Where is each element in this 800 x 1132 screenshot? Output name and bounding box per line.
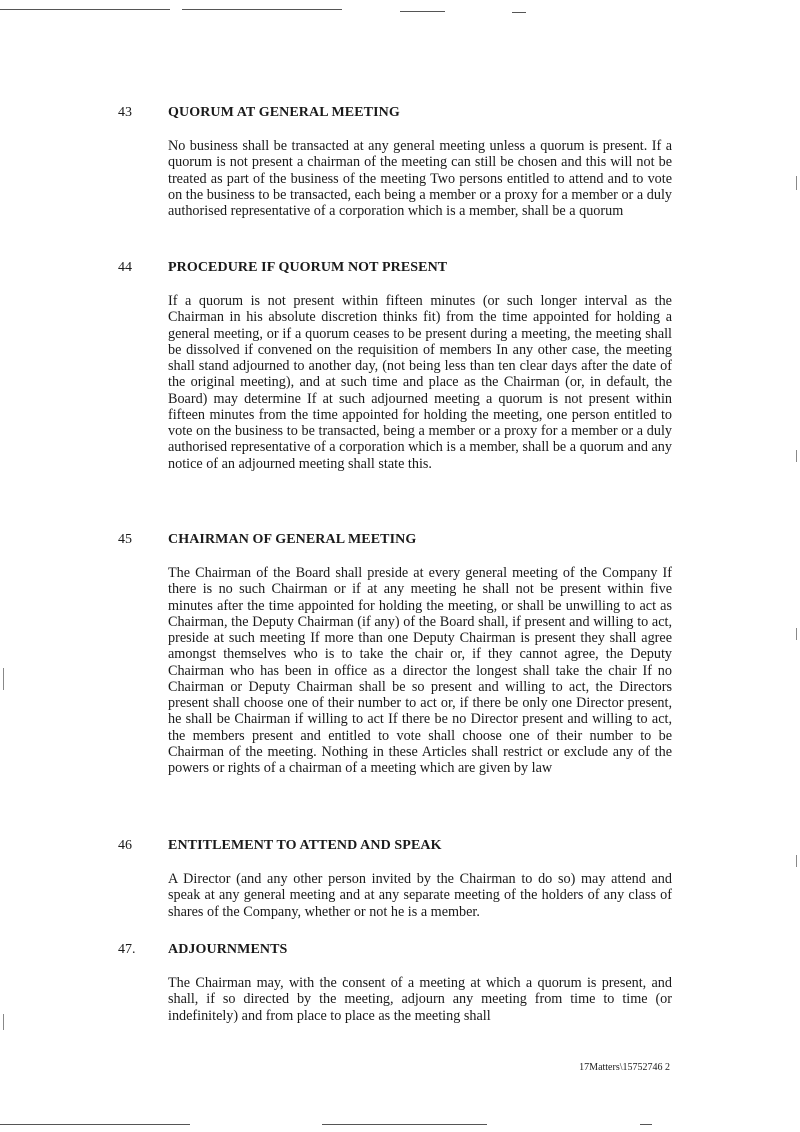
scan-line-bottom [640,1124,652,1125]
section-body: The Chairman of the Board shall preside at every general meeting of the Company If there is no such Chairman or if at any meeting he shall not be present within five minutes after the time appointed for holding the meeting, or shall be unwilling to act as Chairman, the Deputy Chairman (if any) of the Board shall, if present and willing to act, preside at such meeting If more than one Deputy Chairman is present they shall agree amongst themselves who is to take the chair or, if they cannot agree, the Deputy Chairman who has been in office as a director the longest shall take the chair If no Chairman or Deputy Chairman shall be so present and willing to act, the Directors present shall choose one of their number to act or, if there be only one Director present, he shall be Chairman if willing to act If there be no Director present and willing to act, the members present and entitled to vote shall choose one of their number to be Chairman of the meeting. Nothing in these Articles shall restrict or exclude any of the powers or rights of a chairman of a meeting which are given by law [168,565,672,776]
document-reference: 17Matters\15752746 2 [579,1062,670,1073]
scan-line-top [0,9,170,10]
section-body: A Director (and any other person invited by the Chairman to do so) may attend and speak at any general meeting and at any separate meeting of the holders of any class of shares of the Company, whether or not he is a member. [168,871,672,920]
section-number: 46 [118,838,132,853]
section-number: 43 [118,105,132,120]
section-heading: QUORUM AT GENERAL MEETING [168,105,400,120]
scan-mark-left [3,668,4,690]
section-number: 47. [118,942,136,957]
section-heading: ADJOURNMENTS [168,942,288,957]
section-body: No business shall be transacted at any general meeting unless a quorum is present. If a quorum is not present a chairman of the meeting can still be chosen and this will not be treated as part of the business of the meeting Two persons entitled to attend and to vote on the business to be transacted, each being a member or a proxy for a member or a duly authorised representative of a corporation which is a member, shall be a quorum [168,138,672,219]
section-body: The Chairman may, with the consent of a meeting at which a quorum is present, and shall, if so directed by the meeting, adjourn any meeting from time to time (or indefinitely) and from place to place as the meeting shall [168,975,672,1024]
section-body: If a quorum is not present within fifteen minutes (or such longer interval as the Chairman in his absolute discretion thinks fit) from the time appointed for holding a general meeting, or if a quorum ceases to be present during a meeting, the meeting shall be dissolved if convened on the requisition of members In any other case, the meeting shall stand adjourned to another day, (not being less than ten clear days after the date of the original meeting), and at such time and place as the Chairman (or, in default, the Board) may determine If at such adjourned meeting a quorum is not present within fifteen minutes from the time appointed for holding the meeting, one person entitled to vote on the business to be transacted, being a member or a proxy for a member or a duly authorised representative of a corporation which is a member, shall be a quorum and any notice of an adjourned meeting shall state this. [168,293,672,472]
scan-line-top [182,9,342,10]
scan-line-bottom [322,1124,487,1125]
scan-mark-left [3,1014,4,1030]
scan-line-top [400,11,445,12]
scan-mark-right [796,855,797,867]
section-number: 44 [118,260,132,275]
section-heading: CHAIRMAN OF GENERAL MEETING [168,532,417,547]
section-heading: PROCEDURE IF QUORUM NOT PRESENT [168,260,448,275]
scan-mark-right [796,176,797,190]
section-heading: ENTITLEMENT TO ATTEND AND SPEAK [168,838,442,853]
scan-mark-right [796,450,797,462]
scan-line-top [512,12,526,13]
scan-line-bottom [0,1124,190,1125]
section-number: 45 [118,532,132,547]
scan-mark-right [796,628,797,640]
